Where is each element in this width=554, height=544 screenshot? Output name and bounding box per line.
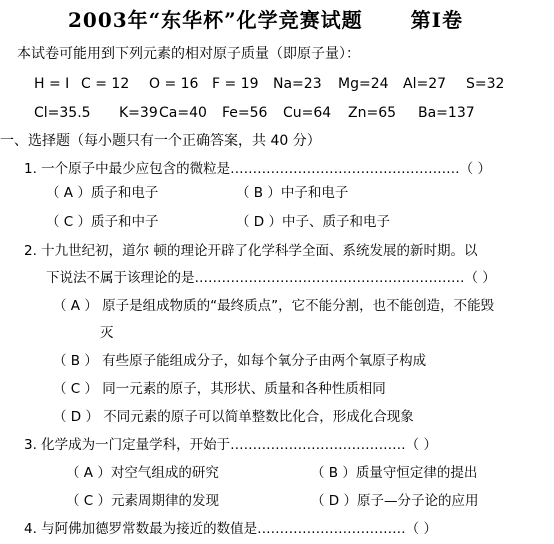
atomic-mass: F = 19: [212, 76, 259, 92]
question-1-stem: 1. 一个原子中最少应包含的微粒是……………………………………………（ ）: [24, 161, 491, 177]
question-2-stem: 2. 十九世纪初，道尔 顿的理论开辟了化学科学全面、系统发展的新时期。以: [24, 243, 478, 259]
question-2-option-a: （ A ） 原子是组成物质的“最终质点”，它不能分割，也不能创造，不能毁: [53, 298, 495, 314]
atomic-mass: Ba=137: [418, 105, 475, 121]
atomic-mass: Cu=64: [283, 105, 332, 121]
atomic-mass: Na=23: [273, 76, 322, 92]
paper-part: 第Ⅰ卷: [410, 8, 463, 32]
question-2-option-d: （ D ） 不同元素的原子可以简单整数比化合，形成化合现象: [53, 409, 414, 425]
atomic-mass: H = I: [34, 76, 70, 92]
question-1-option-b: （ B ）中子和电子: [236, 185, 349, 201]
question-2-stem-continued: 下说法不属于该理论的是……………………………………………………（ ）: [46, 270, 496, 286]
question-1-option-c: （ C ）质子和中子: [46, 214, 159, 230]
question-4-stem: 4. 与阿佛加德罗常数最为接近的数值是……………………………（ ）: [24, 521, 437, 537]
atomic-mass: S=32: [466, 76, 505, 92]
atomic-mass: Zn=65: [348, 105, 397, 121]
question-2-option-c: （ C ） 同一元素的原子，其形状、质量和各种性质相同: [53, 381, 386, 397]
question-3-option-a: （ A ）对空气组成的研究: [66, 465, 219, 481]
atomic-mass: Al=27: [403, 76, 447, 92]
section-heading: 一、选择题（每小题只有一个正确答案，共 40 分）: [0, 133, 321, 149]
question-3-option-b: （ B ）质量守恒定律的提出: [311, 465, 478, 481]
question-2-option-a-continued: 灭: [100, 325, 114, 341]
paper-title: [68, 10, 463, 30]
atomic-mass: Fe=56: [222, 105, 268, 121]
atomic-mass: Cl=35.5: [34, 105, 91, 121]
exam-title: 2003年“东华杯”化学竞赛试题: [68, 8, 363, 32]
question-1-option-a: （ A ）质子和电子: [46, 185, 159, 201]
atomic-mass: Ca=40: [159, 105, 207, 121]
question-3-option-d: （ D ）原子—分子论的应用: [311, 493, 479, 509]
question-1-option-d: （ D ）中子、质子和电子: [236, 214, 390, 230]
question-3-stem: 3. 化学成为一门定量学科，开始于…………………………………（ ）: [24, 437, 437, 453]
instruction-text: 本试卷可能用到下列元素的相对原子质量（即原子量）：: [17, 46, 360, 62]
atomic-mass: O = 16: [149, 76, 199, 92]
atomic-mass: Mg=24: [338, 76, 389, 92]
atomic-mass: C = 12: [81, 76, 130, 92]
atomic-mass: K=39: [119, 105, 158, 121]
question-2-option-b: （ B ） 有些原子能组成分子，如每个氧分子由两个氧原子构成: [53, 353, 427, 369]
question-3-option-c: （ C ）元素周期律的发现: [66, 493, 220, 509]
